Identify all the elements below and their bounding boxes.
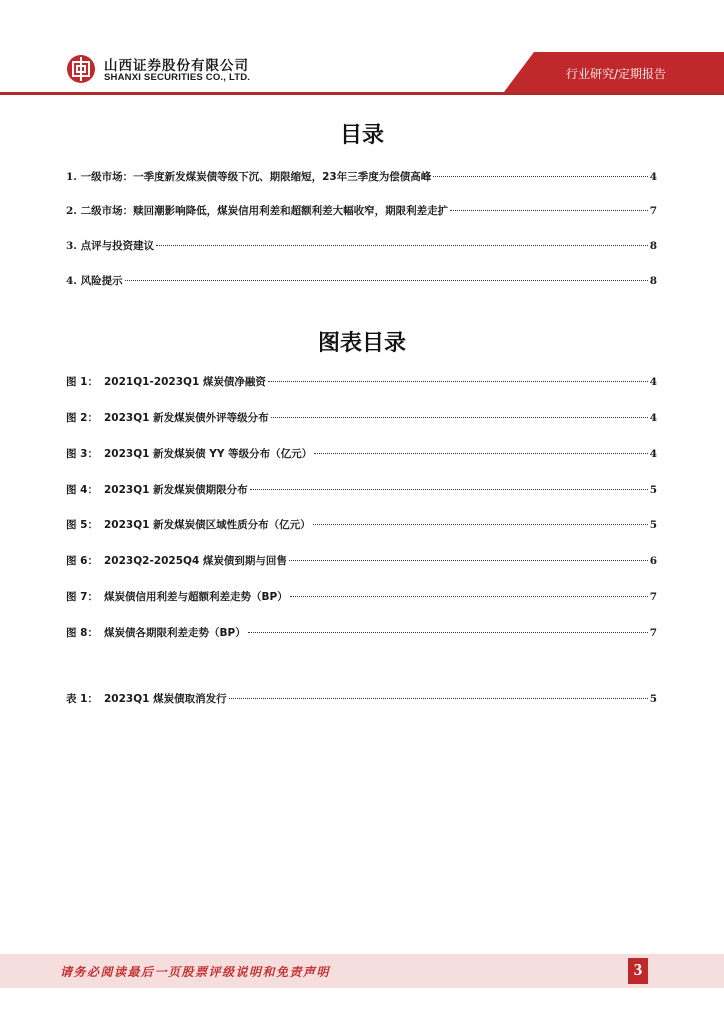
toc-item-number: 2. [66,205,81,217]
figure-item[interactable] [66,446,657,462]
page-header [0,0,724,110]
dot-leader [229,698,648,699]
page-number: 3 [633,960,643,979]
figure-item[interactable] [66,553,657,569]
figure-item[interactable] [66,410,657,426]
figure-text: 2021Q1-2023Q1 煤炭债净融资 [104,376,266,388]
toc-item-page: 8 [649,240,657,252]
figure-page: 4 [649,448,657,460]
toc-item-text: 二级市场：赎回潮影响降低，煤炭信用利差和超额利差大幅收窄，期限利差走扩 [80,205,449,217]
toc-item-text: 点评与投资建议 [80,240,155,252]
toc-item-number: 3. [66,240,81,252]
dot-leader [250,489,648,490]
figure-text: 2023Q2-2025Q4 煤炭债到期与回售 [104,555,287,567]
figure-label: 图 7： [66,591,98,603]
dot-leader [314,453,648,454]
table-label: 表 1： [66,693,98,705]
dot-leader [248,632,648,633]
figures-title: 图表目录 [317,331,406,356]
figure-page: 4 [649,412,657,424]
company-name-cn: 山西证券股份有限公司 [104,58,249,74]
figure-item[interactable] [66,589,657,605]
figure-page: 4 [649,376,657,388]
figure-page: 7 [649,627,657,639]
toc-title: 目录 [339,123,384,148]
figure-item[interactable] [66,517,657,533]
table-item[interactable] [66,691,657,707]
figure-label: 图 6： [66,555,98,567]
footer-disclaimer: 请务必阅读最后一页股票评级说明和免责声明 [60,965,331,979]
figure-text: 煤炭债各期限利差走势（BP） [104,627,246,639]
dot-leader [289,560,648,561]
toc-item-text: 一级市场：一季度新发煤炭债等级下沉、期限缩短，23年三季度为偿债高峰 [80,171,432,183]
figure-item[interactable] [66,482,657,498]
dot-leader [156,245,648,246]
dot-leader [313,524,648,525]
figure-label: 图 2： [66,412,98,424]
company-name-en: SHANXI SECURITIES CO., LTD. [104,72,251,83]
toc-item-page: 8 [649,275,657,287]
toc-item[interactable] [66,273,657,289]
figure-text: 2023Q1 新发煤炭债外评等级分布 [104,412,269,424]
figure-page: 6 [649,555,657,567]
figure-label: 图 8： [66,627,98,639]
toc-item[interactable] [66,203,657,219]
toc-item-page: 4 [649,171,657,183]
figure-text: 2023Q1 新发煤炭债 YY 等级分布（亿元） [104,448,313,460]
report-type-label: 行业研究/定期报告 [565,67,666,81]
dot-leader [450,210,648,211]
dot-leader [125,280,648,281]
figure-item[interactable] [66,625,657,641]
figure-page: 5 [649,519,657,531]
figure-label: 图 5： [66,519,98,531]
toc-item-number: 1. [66,171,81,183]
dot-leader [290,596,648,597]
figure-label: 图 4： [66,484,98,496]
figure-page: 5 [649,484,657,496]
figure-item[interactable] [66,374,657,390]
toc-item-text: 风险提示 [80,275,123,287]
header-divider [0,92,724,95]
toc-item[interactable] [66,169,657,185]
table-page: 5 [649,693,657,705]
dot-leader [271,417,648,418]
toc-item-page: 7 [649,205,657,217]
table-text: 2023Q1 煤炭债取消发行 [104,693,227,705]
figure-text: 2023Q1 新发煤炭债期限分布 [104,484,248,496]
toc-item[interactable] [66,238,657,254]
figure-page: 7 [649,591,657,603]
toc-item-number: 4. [66,275,81,287]
figure-text: 2023Q1 新发煤炭债区域性质分布（亿元） [104,519,311,531]
company-logo-icon [66,54,96,84]
dot-leader [433,176,647,177]
figure-label: 图 1： [66,376,98,388]
figure-text: 煤炭债信用利差与超额利差走势（BP） [104,591,288,603]
figure-label: 图 3： [66,448,98,460]
dot-leader [268,381,648,382]
